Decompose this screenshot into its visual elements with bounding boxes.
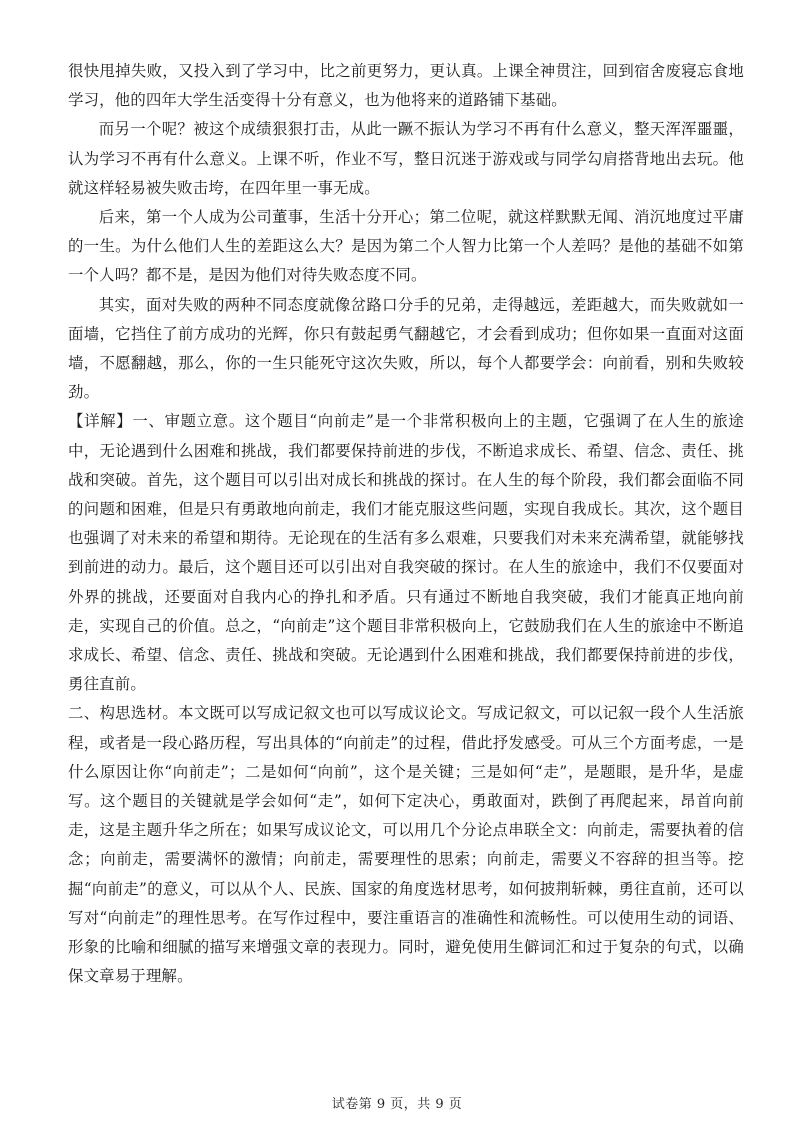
body-paragraph: 而另一个呢？被这个成绩狠狠打击，从此一蹶不振认为学习不再有什么意义，整天浑浑噩噩，认为学习不再有什么意义。上课不听，作业不写，整日沉迷于游戏或与同学勾肩搭背地出去玩。他就这样轻易被失败击垮，在四年里一事无成。 <box>68 120 744 197</box>
body-paragraph: 其实，面对失败的两种不同态度就像岔路口分手的兄弟，走得越远，差距越大，而失败就如一面墙，它挡住了前方成功的光辉，你只有鼓起勇气翻越它，才会看到成功；但你如果一直面对这面墙，不愿翻越，那么，你的一生只能死守这次失败，所以，每个人都要学会：向前看，别和失败较劲。 <box>68 295 744 402</box>
page-footer: 试卷第 9 页，共 9 页 <box>331 1097 463 1112</box>
body-paragraph: 很快甩掉失败，又投入到了学习中，比之前更努力，更认真。上课全神贯注，回到宿舍废寝忘食地学习，他的四年大学生活变得十分有意义，也为他将来的道路铺下基础。 <box>68 62 744 110</box>
body-paragraph: 后来，第一个人成为公司董事，生活十分开心；第二位呢，就这样默默无闻、消沉地度过平庸的一生。为什么他们人生的差距这么大？是因为第二个人智力比第一个人差吗？是他的基础不如第一个人吗？都不是，是因为他们对待失败态度不同。 <box>68 208 744 285</box>
analysis-paragraph: 二、构思选材。本文既可以写成记叙文也可以写成议论文。写成记叙文，可以记叙一段个人生活旅程，或者是一段心路历程，写出具体的“向前走”的过程，借此抒发感受。可从三个方面考虑，一是什么原因让你“向前走”；二是如何“向前”，这个是关键；三是如何“走”，是题眼，是升华，是虚写。这个题目的关键就是学会如何“走”，如何下定决心，勇敢面对，跌倒了再爬起来，昂首向前走，这是主题升华之所在；如果写成议论文，可以用几个分论点串联全文：向前走，需要执着的信念；向前走，需要满怀的激情；向前走，需要理性的思索；向前走，需要义不容辞的担当等。挖掘“向前走”的意义，可以从个人、民族、国家的角度选材思考，如何披荆斩棘，勇往直前，还可以写对“向前走”的理性思考。在写作过程中，要注重语言的准确性和流畅性。可以使用生动的词语、形象的比喻和细腻的描写来增强文章的表现力。同时，避免使用生僻词汇和过于复杂的句式，以确保文章易于理解。 <box>68 704 744 986</box>
analysis-paragraph: 【详解】一、审题立意。这个题目“向前走”是一个非常积极向上的主题，它强调了在人生的旅途中，无论遇到什么困难和挑战，我们都要保持前进的步伐，不断追求成长、希望、信念、责任、挑战和突破。首先，这个题目可以引出对成长和挑战的探讨。在人生的每个阶段，我们都会面临不同的问题和困难，但是只有勇敢地向前走，我们才能克服这些问题，实现自我成长。其次，这个题目也强调了对未来的希望和期待。无论现在的生活有多么艰难，只要我们对未来充满希望，就能够找到前进的动力。最后，这个题目还可以引出对自我突破的探讨。在人生的旅途中，我们不仅要面对外界的挑战，还要面对自我内心的挣扎和矛盾。只有通过不断地自我突破，我们才能真正地向前走，实现自己的价值。总之，“向前走”这个题目非常积极向上，它鼓励我们在人生的旅途中不断追求成长、希望、信念、责任、挑战和突破。无论遇到什么困难和挑战，我们都要保持前进的步伐，勇往直前。 <box>68 412 744 694</box>
document-body <box>68 57 744 992</box>
